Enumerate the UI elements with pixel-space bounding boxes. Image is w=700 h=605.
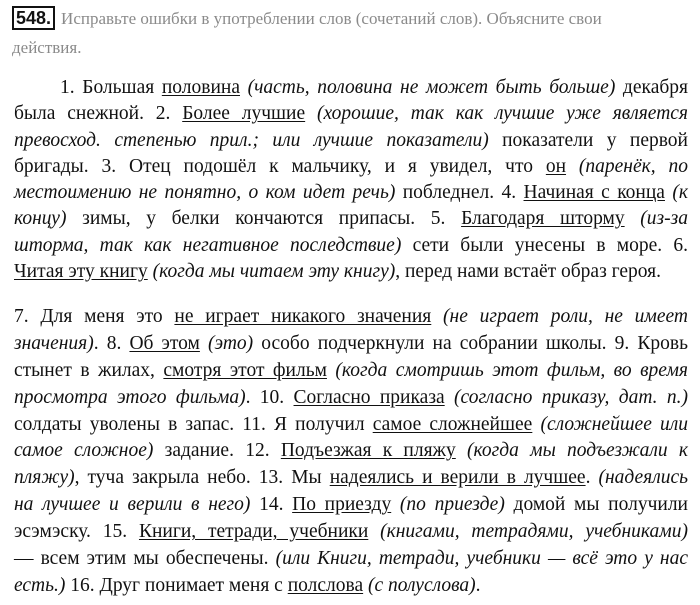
italic-correction-note: (сложнейшее или [532,413,688,435]
italic-correction-note: значения) [14,332,94,354]
plain-text: сети были унесены в море. 6. [401,234,688,256]
plain-text: домой мы получили [504,494,688,516]
task-header [12,4,692,62]
text-line [14,546,688,573]
answer-paragraph-2 [14,304,688,600]
text-line [14,438,688,465]
italic-correction-note: (это) [199,332,254,354]
plain-text: , перед нами встаёт образ героя. [395,261,662,283]
italic-correction-note: (часть, половина не может быть больше) [239,77,616,98]
underlined-error-phrase: он [545,155,567,177]
plain-text: показатели у первой [488,129,688,151]
plain-text: солдаты уволены в запас. 11. Я получил [14,413,373,435]
italic-correction-note: (или Книги, тетради, учебники — всё это у нас [275,548,689,570]
text-line [14,385,688,412]
underlined-error-phrase: смотря этот фильм [163,359,327,381]
text-line [14,206,688,232]
italic-correction-note: (книгами, тетрадями, учебниками) [368,521,688,543]
italic-correction-note: (из-за [624,208,688,230]
underlined-error-phrase: Подъезжая к пляжу [280,440,456,462]
plain-text: . [585,467,591,489]
italic-correction-note: пляжу) [14,467,75,489]
italic-correction-note: (согласно приказу, дат. п.) [444,386,689,408]
text-line [14,101,688,127]
italic-correction-note: шторма, так как негативное последствие) [14,234,402,256]
text-line [14,573,688,600]
plain-text: . 10. [245,386,294,408]
plain-text: бригады. 3. Отец подошёл к мальчику, и я увидел, что [14,155,546,177]
italic-correction-note: просмотра этого фильма) [14,386,246,408]
text-line [14,154,688,180]
text-line [14,259,688,285]
italic-correction-note: на лучшее и верили в него) [14,494,251,516]
italic-correction-note: (не играет роли, не имеет [431,306,688,327]
text-line [14,358,688,385]
plain-text: декабря [615,77,688,98]
italic-correction-note: превосход. степенью прил.; или лучшие показатели) [14,129,489,151]
italic-correction-note: (хорошие, так как лучшие уже является [305,103,688,125]
underlined-error-phrase: Согласно приказа [293,386,445,408]
text-line [14,465,688,492]
underlined-error-phrase: Книги, тетради, учебники [138,521,369,543]
plain-text: стынет в жилах, [14,359,164,381]
plain-text: , туча закрыла небо. 13. Мы [74,467,330,489]
plain-text: зимы, у белки кончаются припасы. 5. [66,208,462,230]
answer-paragraph-1 [14,75,688,285]
plain-text: 14. [250,494,293,516]
italic-correction-note: (к [664,182,688,204]
underlined-error-phrase: Об этом [129,332,200,354]
plain-text: 16. Друг понимает меня с [65,574,288,596]
task-number: 548. [12,6,55,30]
italic-correction-note: (надеялись [590,467,688,489]
plain-text: . [475,574,481,596]
text-line [14,412,688,439]
plain-text: была снежной. 2. [14,103,183,125]
plain-text: задание. 12. [153,440,281,462]
italic-correction-note: (с полуслова) [368,574,476,596]
underlined-error-phrase: полслова [287,574,364,596]
italic-correction-note: (когда смотришь этот фильм, во время [326,359,688,381]
italic-correction-note: (по приезде) [391,494,505,516]
plain-text: эсэмэску. 15. [14,521,139,543]
plain-text: . 8. [93,332,130,354]
plain-text: особо подчеркнули на собрании школы. 9. Кровь [253,332,688,354]
text-line [14,180,688,206]
text-line [14,304,688,331]
underlined-error-phrase: Начиная с конца [523,182,665,204]
text-line [14,519,688,546]
italic-correction-note: местоимению не понятно, о ком идет речь) [14,182,396,204]
plain-text: — всем этим мы обеспечены. [14,548,276,570]
underlined-error-phrase: половина [161,77,240,98]
underlined-error-phrase: надеялись и верили в лучшее [329,467,586,489]
underlined-error-phrase: Благодаря шторму [461,208,625,230]
italic-correction-note: концу) [14,208,67,230]
text-line [14,128,688,154]
text-line [14,233,688,259]
plain-text: побледнел. 4. [395,182,524,204]
underlined-error-phrase: Более лучшие [182,103,306,125]
italic-correction-note: (паренёк, по [566,155,688,177]
plain-text: 1. Большая [60,77,162,98]
italic-correction-note: (когда мы подъезжали к [455,440,688,462]
text-line [14,75,688,101]
italic-correction-note: (когда мы читаем эту книгу) [147,261,396,283]
underlined-error-phrase: По приезду [292,494,392,516]
task-instruction: Исправьте ошибки в употреблении слов (сочетаний слов). Объясните свои [61,9,602,28]
underlined-error-phrase: Читая эту книгу [14,261,148,283]
italic-correction-note: есть.) [14,574,66,596]
text-line [14,331,688,358]
underlined-error-phrase: не играет никакого значения [174,306,432,327]
italic-correction-note: самое сложное) [14,440,154,462]
task-instruction-continued: действия. [12,38,82,57]
underlined-error-phrase: самое сложнейшее [372,413,533,435]
plain-text: 7. Для меня это [14,306,175,327]
text-line [14,492,688,519]
